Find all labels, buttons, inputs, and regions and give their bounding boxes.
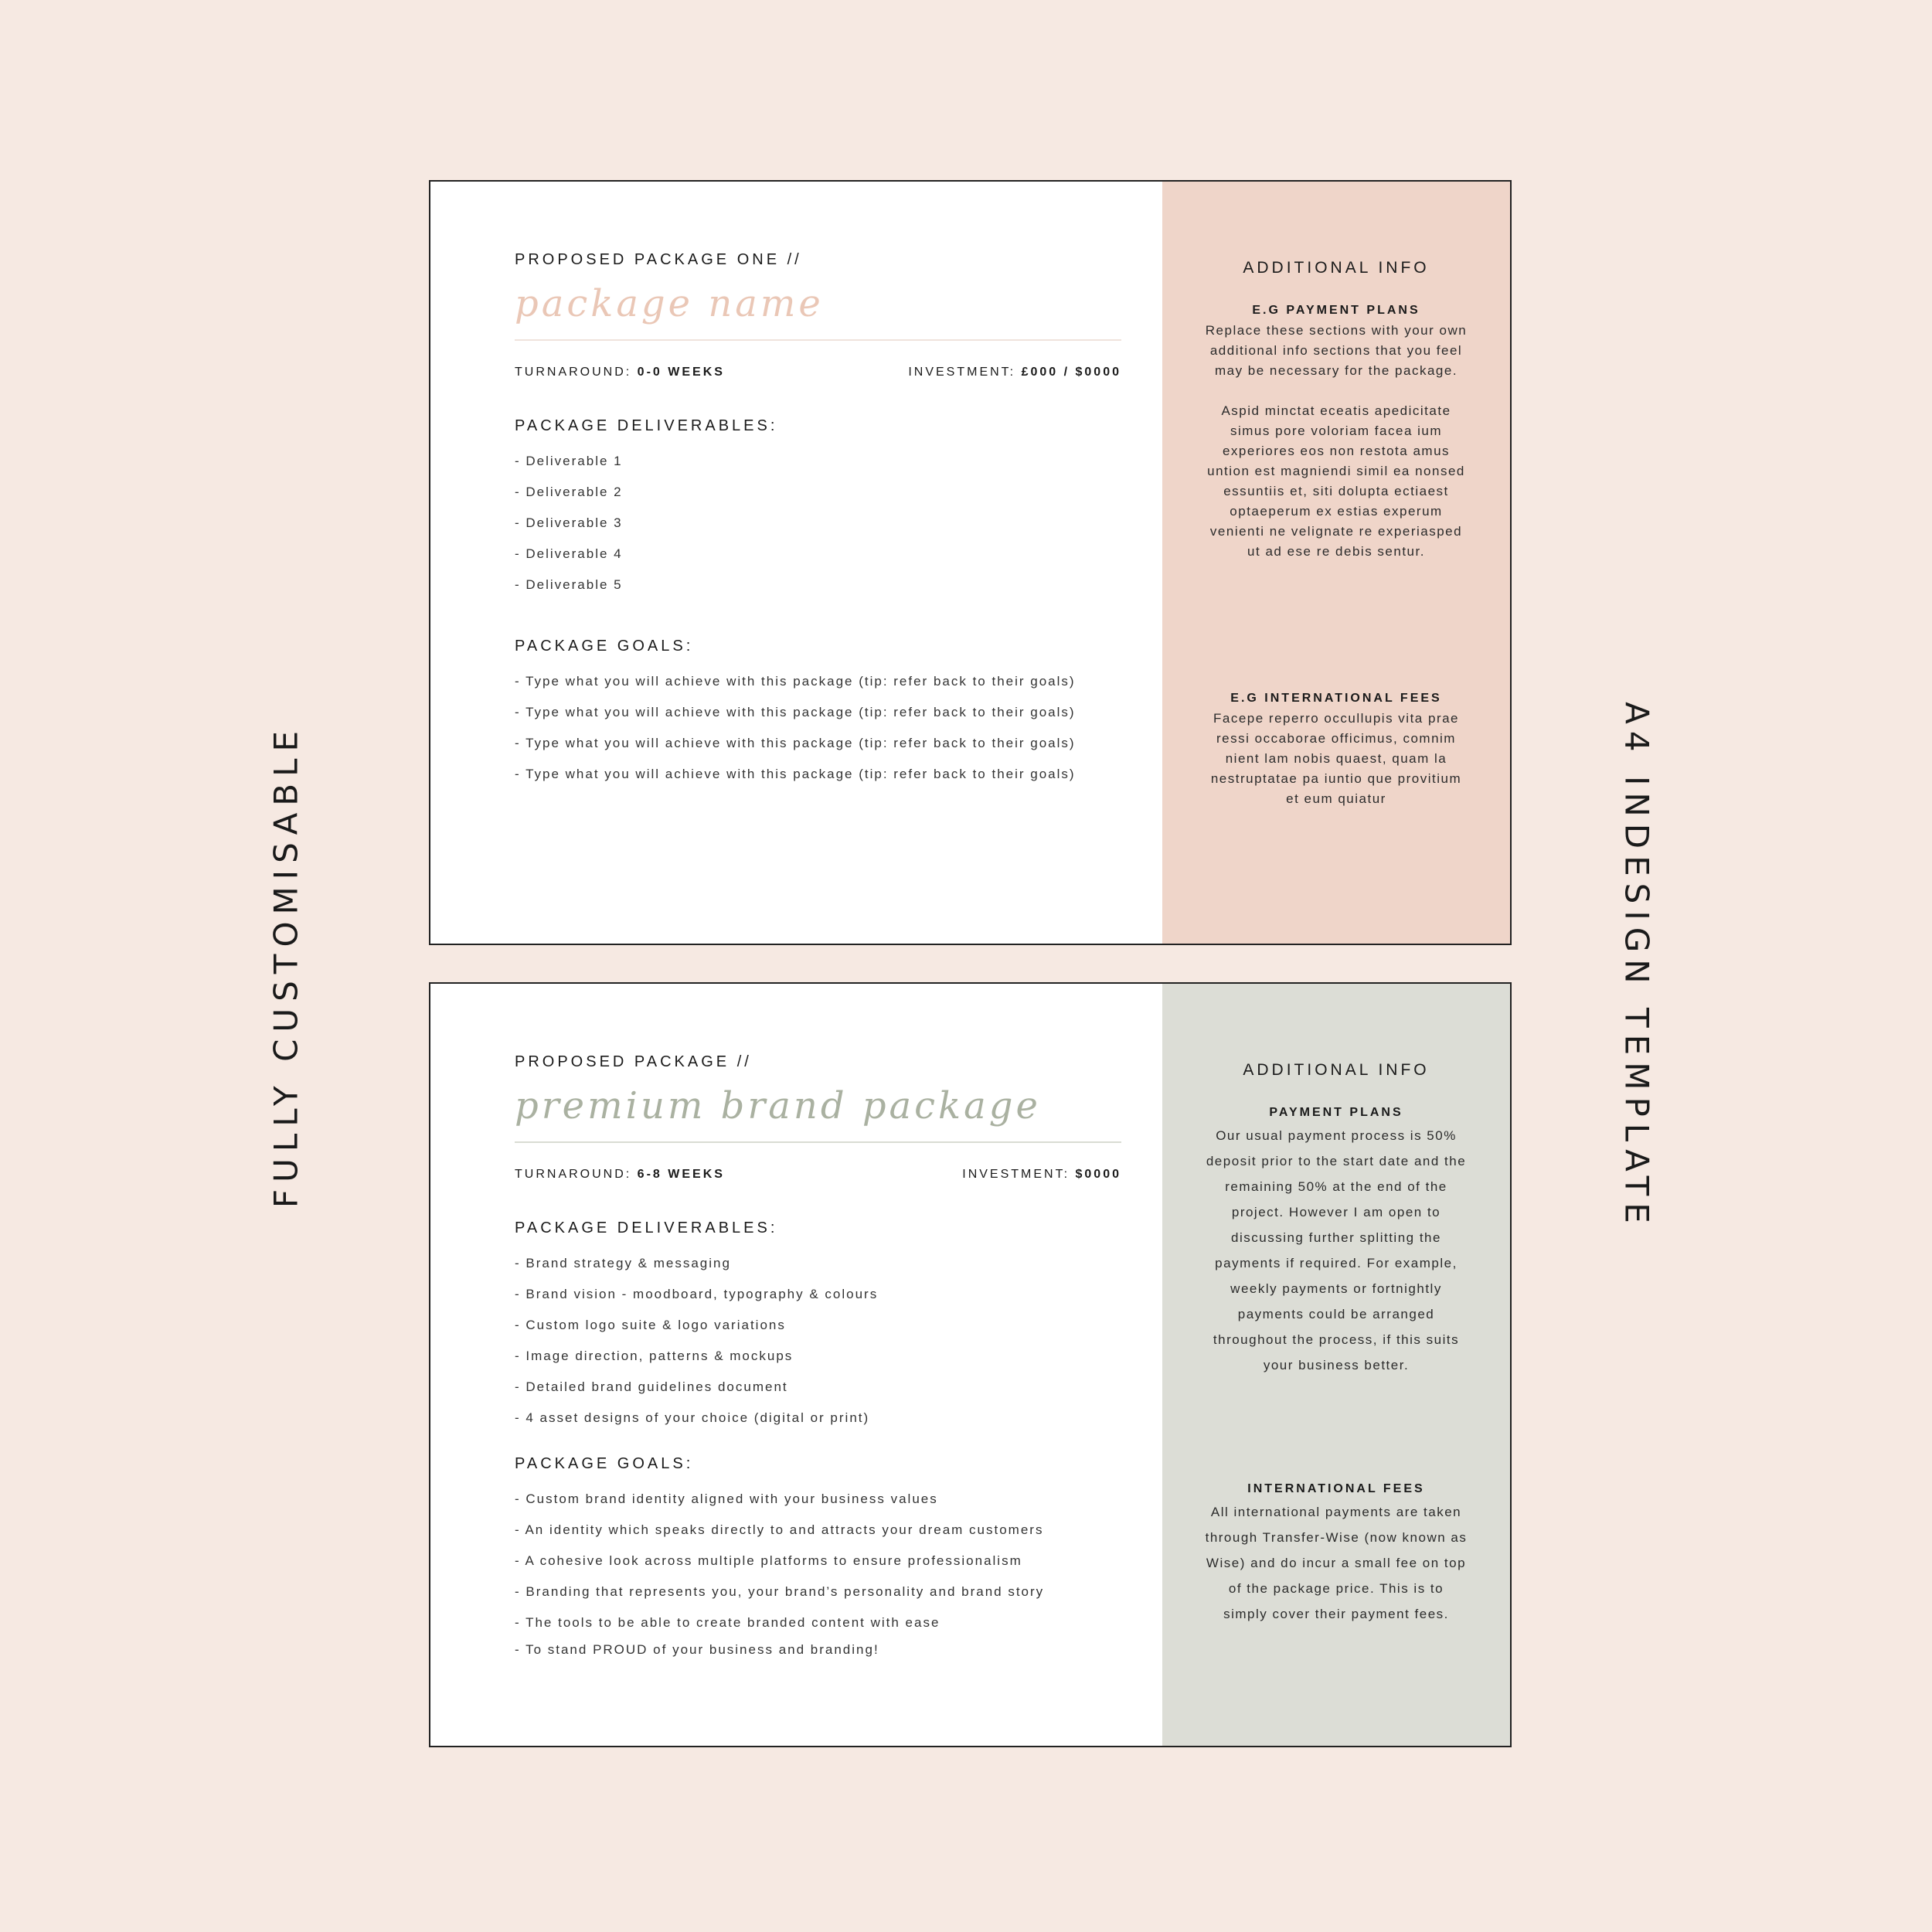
sidebar-section-fees [1205, 1482, 1468, 1627]
list-item: - Image direction, patterns & mockups [515, 1349, 794, 1363]
package-name: premium brand package [515, 1084, 1121, 1143]
list-item: - Type what you will achieve with this package (tip: refer back to their goals) [515, 674, 1076, 689]
list-item: - To stand PROUD of your business and branding! [515, 1642, 879, 1657]
list-item: - Custom brand identity aligned with your business values [515, 1492, 938, 1506]
additional-info-heading: ADDITIONAL INFO [1243, 1061, 1430, 1079]
goals-list [515, 1484, 1121, 1666]
fully-customisable-label: FULLY CUSTOMISABLE [267, 723, 305, 1209]
additional-info-heading: ADDITIONAL INFO [1243, 259, 1430, 277]
sidebar-section-payment [1205, 1106, 1468, 1378]
a4-indesign-template-label: A4 INDESIGN TEMPLATE [1617, 702, 1656, 1230]
deliverables-section [515, 417, 1121, 600]
list-item: - Deliverable 1 [515, 454, 623, 468]
list-item: - The tools to be able to create branded content with ease [515, 1615, 940, 1630]
sidebar-section-title: INTERNATIONAL FEES [1247, 1482, 1425, 1495]
list-item: - An identity which speaks directly to and attracts your dream customers [515, 1522, 1044, 1537]
package-name: package name [515, 282, 1121, 341]
list-item: - Deliverable 5 [515, 577, 623, 592]
list-item: - Type what you will achieve with this package (tip: refer back to their goals) [515, 767, 1076, 781]
sidebar-paragraph: Aspid minctat eceatis apedicitate simus pore voloriam facea ium experiores eos non restota amus untion est magniendi simil ea nonsed essuntiis et, siti dolupta ectiaest optaeperum ex estias experum venienti ne velignate re experiasped ut ad ese re debis sentur. [1207, 403, 1465, 559]
list-item: - Brand strategy & messaging [515, 1256, 731, 1270]
list-item: - Deliverable 4 [515, 546, 623, 561]
additional-info-sidebar [1162, 984, 1510, 1746]
list-item: - Deliverable 2 [515, 485, 623, 499]
turnaround: TURNAROUND: 6-8 WEEKS [515, 1168, 725, 1181]
additional-info-sidebar [1162, 182, 1510, 944]
goals-section [515, 638, 1121, 790]
list-item: - Branding that represents you, your brand’s personality and brand story [515, 1584, 1045, 1599]
goals-list [515, 666, 1121, 790]
list-item: - Detailed brand guidelines document [515, 1379, 788, 1394]
list-item: - A cohesive look across multiple platforms to ensure professionalism [515, 1553, 1022, 1568]
list-item: - Brand vision - moodboard, typography & colours [515, 1287, 879, 1301]
sidebar-paragraph: Our usual payment process is 50% deposit prior to the start date and the remaining 50% at the end of the project. However I am open to discussing further splitting the payments if required. For example, weekly payments or fortnightly payments could be arranged throughout the process, if this suits your business better. [1206, 1128, 1467, 1372]
sidebar-section-payment [1205, 304, 1468, 562]
package-meta-row [515, 1168, 1121, 1182]
list-item: - 4 asset designs of your choice (digital or print) [515, 1410, 870, 1425]
deliverables-list [515, 1248, 1121, 1434]
list-item: - Type what you will achieve with this package (tip: refer back to their goals) [515, 705, 1076, 719]
goals-title: PACKAGE GOALS: [515, 1455, 694, 1472]
deliverables-section [515, 1219, 1121, 1434]
list-item: - Custom logo suite & logo variations [515, 1318, 786, 1332]
package-card-one [429, 180, 1512, 945]
package-eyebrow: PROPOSED PACKAGE ONE // [515, 251, 802, 268]
sidebar-paragraph: Replace these sections with your own additional info sections that you feel may be necessary for the package. [1205, 323, 1468, 378]
goals-section [515, 1455, 1121, 1666]
deliverables-title: PACKAGE DELIVERABLES: [515, 417, 778, 434]
investment: INVESTMENT: $0000 [962, 1168, 1121, 1181]
package-card-premium [429, 982, 1512, 1747]
sidebar-paragraph: Facepe reperro occullupis vita prae ressi occaborae officimus, comnim nient lam nobis quaest, quam la nestruptatae pa iuntio que provitium et eum quiatur [1210, 711, 1462, 806]
sidebar-paragraph: All international payments are taken through Transfer-Wise (now known as Wise) and do incur a small fee on top of the package price. This is to simply cover their payment fees. [1205, 1505, 1468, 1621]
deliverables-title: PACKAGE DELIVERABLES: [515, 1219, 778, 1236]
investment: INVESTMENT: £000 / $0000 [908, 366, 1121, 379]
package-eyebrow: PROPOSED PACKAGE // [515, 1053, 752, 1070]
sidebar-section-title: PAYMENT PLANS [1269, 1106, 1403, 1119]
sidebar-section-fees [1205, 692, 1468, 809]
sidebar-section-title: E.G INTERNATIONAL FEES [1230, 692, 1442, 705]
turnaround: TURNAROUND: 0-0 WEEKS [515, 366, 725, 379]
sidebar-section-title: E.G PAYMENT PLANS [1252, 304, 1420, 317]
deliverables-list [515, 446, 1121, 600]
package-meta-row [515, 366, 1121, 379]
goals-title: PACKAGE GOALS: [515, 638, 694, 655]
list-item: - Deliverable 3 [515, 515, 623, 530]
list-item: - Type what you will achieve with this package (tip: refer back to their goals) [515, 736, 1076, 750]
